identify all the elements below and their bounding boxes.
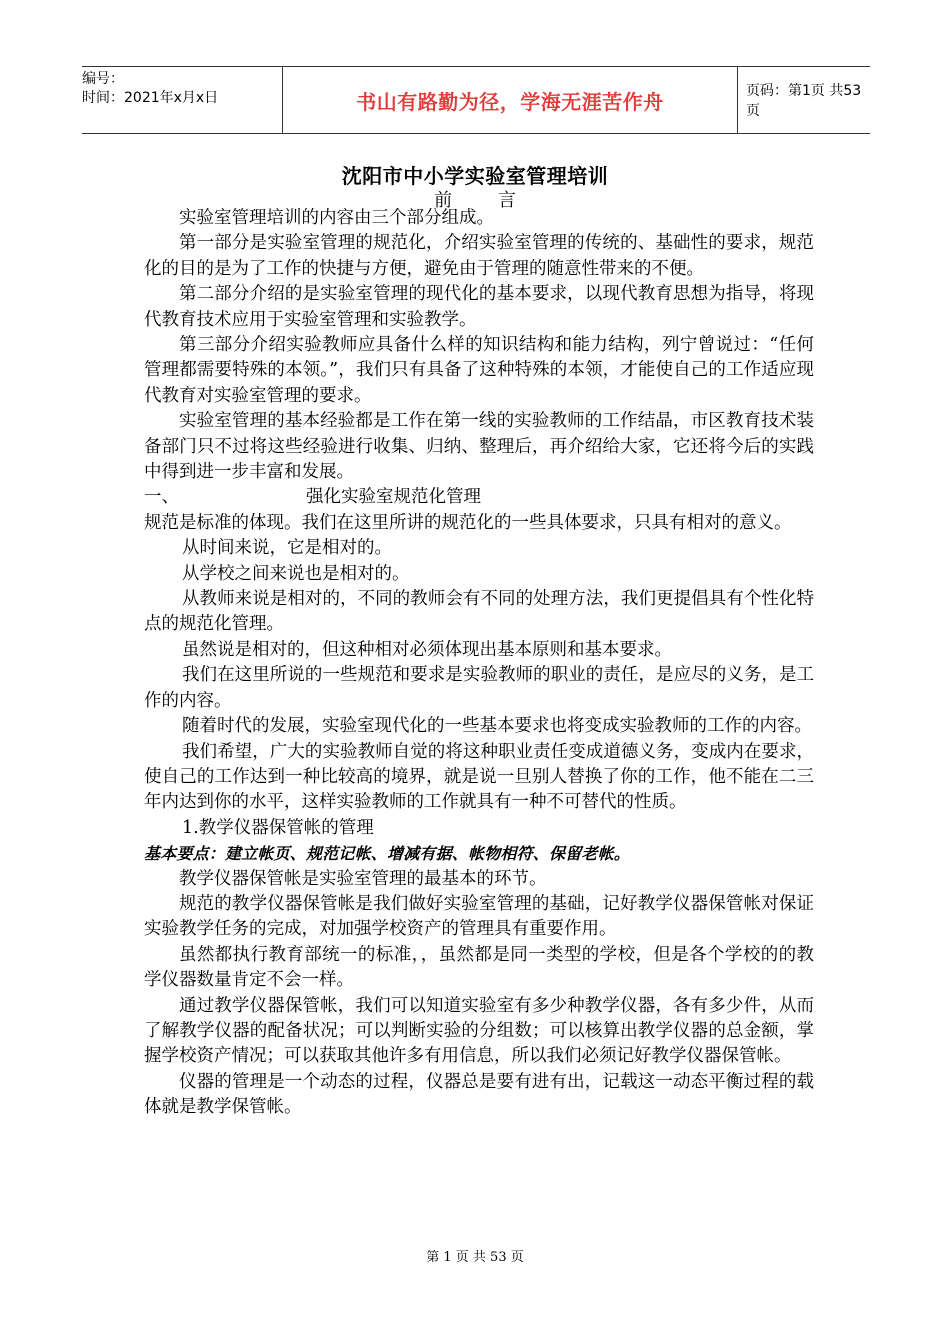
paragraph: 我们在这里所说的一些规范和要求是实验教师的职业的责任，是应尽的义务，是工作的内容。 [144,665,814,711]
paragraph: 实验室管理的基本经验都是工作在第一线的实验教师的工作结晶，市区教育技术装备部门只不过将这些经验进行收集、归纳、整理后，再介绍给大家，它还将今后的实践中得到进一步丰富和发展。 [144,411,814,483]
paragraph: 规范的教学仪器保管帐是我们做好实验室管理的基础，记好教学仪器保管帐对保证实验教学任务的完成，对加强学校资产的管理具有重要作用。 [144,893,814,940]
paragraph: 第二部分介绍的是实验室管理的现代化的基本要求，以现代教育思想为指导，将现代教育技术应用于实验室管理和实验教学。 [144,284,814,330]
paragraph: 第三部分介绍实验教师应具备什么样的知识结构和能力结构，列宁曾说过：“任何管理都需要特殊的本领。”，我们只有具备了这种特殊的本领，才能使自己的工作适应现代教育对实验室管理的要求。 [144,335,814,406]
section-heading [144,485,814,510]
header-motto: 书山有路勤为径，学海无涯苦作舟 [282,67,738,133]
section-number: 一、 [144,487,179,508]
paragraph: 随着时代的发展，实验室现代化的一些基本要求也将变成实验教师的工作的内容。 [182,716,812,737]
paragraph: 我们希望，广大的实验教师自觉的将这种职业责任变成道德义务，变成内在要求，使自己的工作达到一种比较高的境界，就是说一旦别人替换了你的工作，他不能在二三年内达到你的水平，这样实验教师的工作就具有一种不可替代的性质。 [144,741,814,813]
paragraph: 仪器的管理是一个动态的过程，仪器总是要有进有出，记载这一动态平衡过程的载体就是教学保管帐。 [144,1071,814,1118]
paragraph: 通过教学仪器保管帐，我们可以知道实验室有多少种教学仪器，各有多少件，从而了解教学仪器的配备状况；可以判断实验的分组数；可以核算出教学仪器的总金额，掌握学校资产情况；可以获取其他许多有用信息，所以我们必须记好教学仪器保管帐。 [144,995,814,1067]
preface-heading: 前 言 [434,190,516,211]
document-date-label: 时间：2021年x月x日 [82,90,219,106]
header-page-info: 页码：第1页 共53页 [746,83,862,119]
page-footer: 第 1 页 共 53 页 [426,1250,524,1265]
paragraph: 第一部分是实验室管理的规范化，介绍实验室管理的传统的、基础性的要求，规范化的目的是为了工作的快捷与方便，避免由于管理的随意性带来的不便。 [144,233,814,279]
paragraph: 虽然说是相对的，但这种相对必须体现出基本原则和基本要求。 [182,639,672,660]
document-body [144,206,814,1121]
page-header [82,66,870,134]
paragraph: 从时间来说，它是相对的。 [182,538,392,559]
key-points: 基本要点：建立帐页、规范记帐、增减有据、帐物相符、保留老帐。 [144,844,631,864]
subsection-heading: 1.教学仪器保管帐的管理 [182,817,374,838]
paragraph: 从学校之间来说也是相对的。 [182,563,410,584]
paragraph: 从教师来说是相对的，不同的教师会有不同的处理方法，我们更提倡具有个性化特点的规范化管理。 [144,589,814,635]
header-meta [82,67,282,133]
paragraph: 教学仪器保管帐是实验室管理的最基本的环节。 [179,868,547,889]
document-number-label: 编号： [82,71,124,87]
paragraph: 虽然都执行教育部统一的标准，，虽然都是同一类型的学校，但是各个学校的的教学仪器数量肯定不会一样。 [144,944,814,991]
section-title: 强化实验室规范化管理 [306,487,481,508]
paragraph: 实验室管理培训的内容由三个部分组成。 [179,208,494,228]
paragraph: 规范是标准的体现。我们在这里所讲的规范化的一些具体要求，只具有相对的意义。 [144,512,792,533]
document-title: 沈阳市中小学实验室管理培训 [341,164,609,188]
